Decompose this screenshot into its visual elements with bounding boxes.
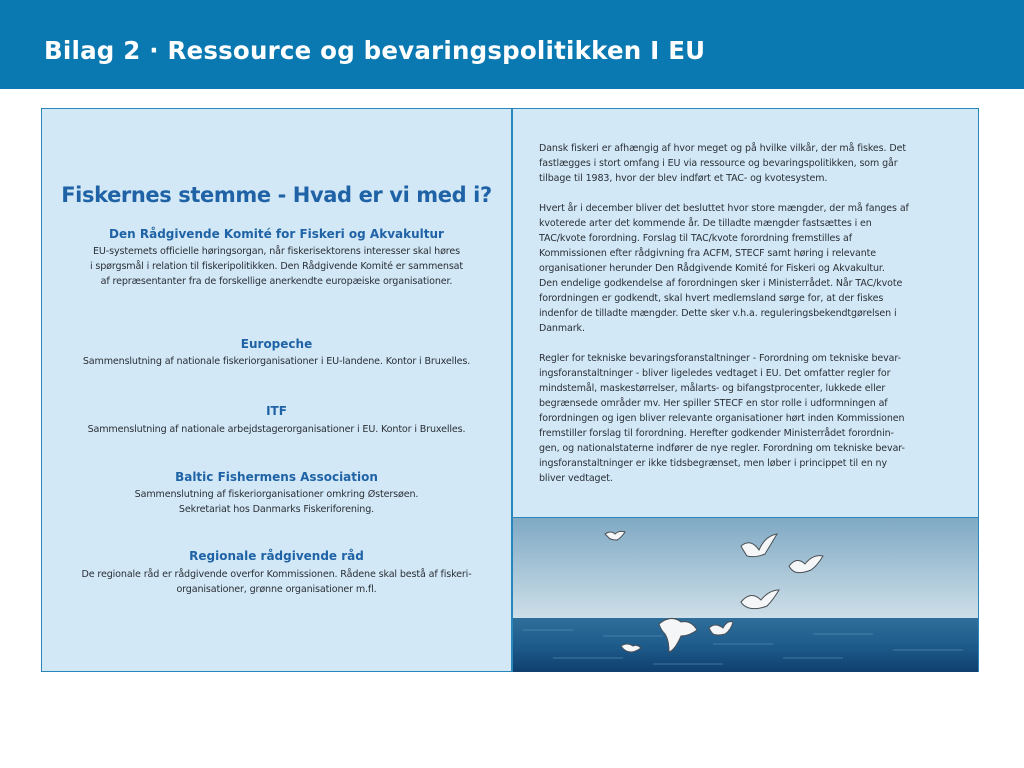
- section-text-itf: Sammenslutning af nationale arbejdstagerorganisationer i EU. Kontor i Bruxelles.: [87, 424, 466, 435]
- paragraph-tekniske-regler: Regler for tekniske bevaringsforanstaltninger - Forordning om tekniske bevar- ingsforanstaltninger - bliver ligeledes vedtaget i EU. Det omfatter regler for mindstemål, maskestørrelser, målarts- og bifangstprocenter, lukkede eller begrænsede områder mv. Her spiller STECF en stor rolle i udformningen af forordningen og igen bliver relevante organisationer hørt inden Kommissionen fremstiller forslag til forordning. Herefter godkender Ministerrådet forordnin- gen, og nationalstaterne indfører de nye regler. Forordning om tekniske bevar- ingsforanstaltninger er ikke tidsbegrænset, men løber i princippet til en ny bliver vedtaget.: [539, 353, 905, 484]
- paragraph-intro: Dansk fiskeri er afhængig af hvor meget og på hvilke vilkår, der må fiskes. Det fastlægges i stort omfang i EU via ressource og bevaringspolitikken, som går tilbage til 1983, hvor der blev indført et TAC- og kvotesystem.: [539, 143, 906, 184]
- title-bar: [0, 0, 1024, 89]
- main-heading: Fiskernes stemme - Hvad er vi med i?: [61, 183, 492, 207]
- seagulls-over-sea-image: [513, 517, 978, 672]
- section-text-raadgivende-komite: EU-systemets officielle høringsorgan, når fiskerisektorens interesser skal høres i spørgsmål i relation til fiskeripolitikken. Den Rådgivende Komité er sammensat af repræsentanter fra de forskellige anerkendte europæiske organisationer.: [89, 246, 464, 288]
- section-title-baltic: Baltic Fishermens Association: [175, 470, 378, 484]
- slide-title: Bilag 2 · Ressource og bevaringspolitikken I EU: [44, 36, 706, 65]
- content-panel: [41, 108, 979, 672]
- section-text-regionale-raad: De regionale råd er rådgivende overfor Kommissionen. Rådene skal bestå af fiskeri- organisationer, grønne organisationer m.fl.: [81, 569, 472, 596]
- section-text-baltic: Sammenslutning af fiskeriorganisationer omkring Østersøen. Sekretariat hos Danmarks Fiskeriforening.: [134, 489, 419, 516]
- paragraph-tac-kvote: Hvert år i december bliver det besluttet hvor store mængder, der må fanges af kvoterede arter det kommende år. De tilladte mængder fastsættes i en TAC/kvote forordning. Forslag til TAC/kvote forordning fremstilles af Kommissionen efter rådgivning fra ACFM, STECF samt høring i relevante organisationer herunder Den Rådgivende Komité for Fiskeri og Akvakultur. Den endelige godkendelse af forordningen sker i Ministerrådet. Når TAC/kvote forordningen er godkendt, skal hvert medlemsland sørge for, at der fiskes indenfor de tilladte mængder. Dette sker v.h.a. reguleringsbekendtgørelsen i Danmark.: [539, 203, 909, 334]
- section-title-regionale-raad: Regionale rådgivende råd: [189, 549, 364, 563]
- policy-text-column: [539, 141, 964, 501]
- section-text-europeche: Sammenslutning af nationale fiskeriorganisationer i EU-landene. Kontor i Bruxelles.: [82, 356, 471, 367]
- section-title-raadgivende-komite: Den Rådgivende Komité for Fiskeri og Akvakultur: [109, 227, 444, 241]
- organisations-column: [42, 109, 511, 671]
- section-title-europeche: Europeche: [240, 337, 313, 351]
- section-title-itf: ITF: [266, 404, 287, 418]
